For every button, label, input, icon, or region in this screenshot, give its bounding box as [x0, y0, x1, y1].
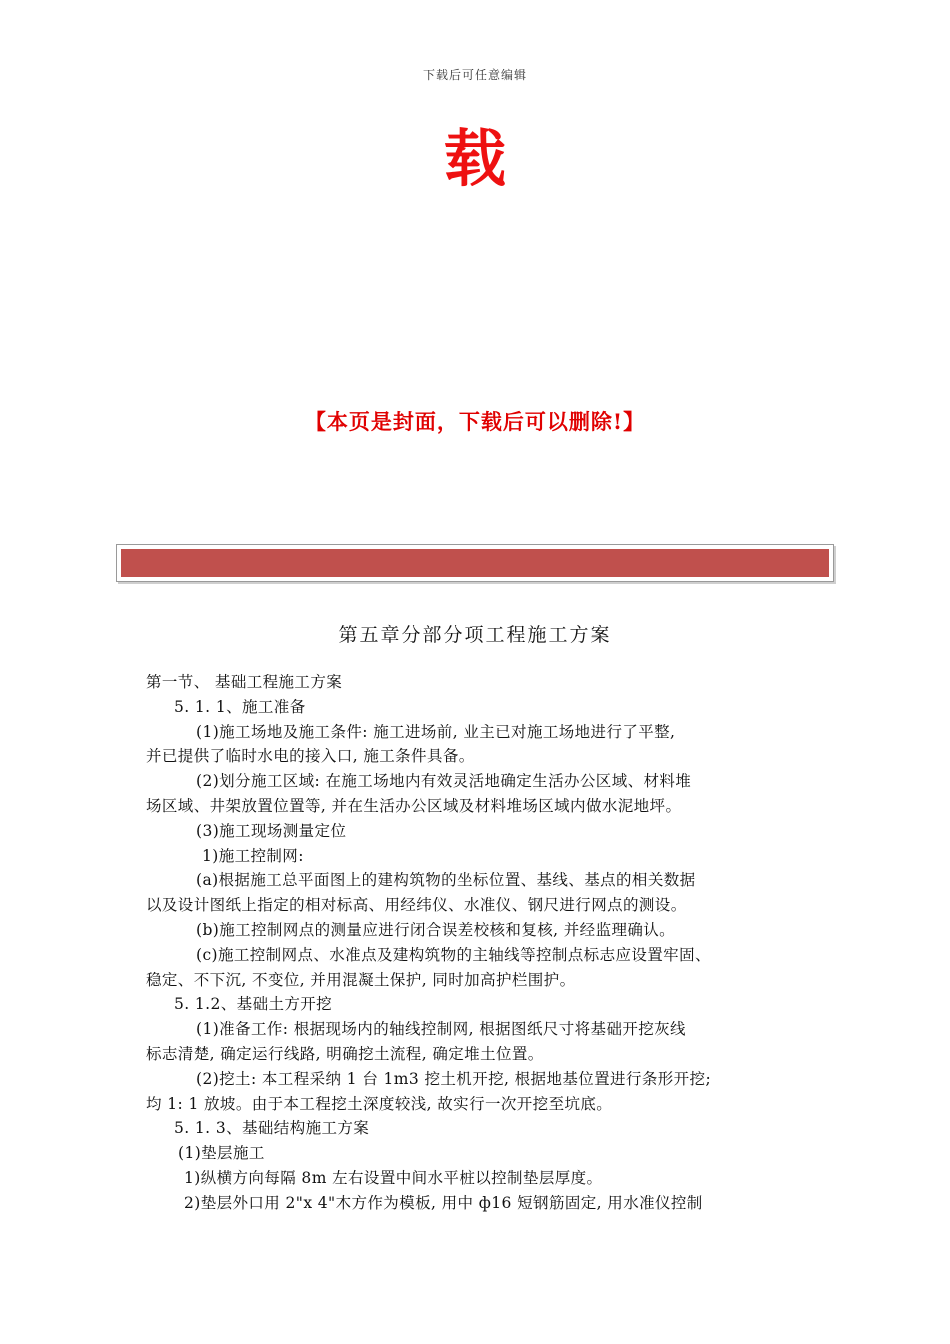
document-body [146, 670, 814, 1216]
paragraph-line: 标志清楚, 确定运行线路, 明确挖土流程, 确定堆土位置。 [146, 1044, 544, 1063]
subsection-heading: 5. 1.2、基础土方开挖 [174, 995, 333, 1014]
decorative-banner [116, 544, 834, 582]
paragraph-line: (1)施工场地及施工条件: 施工进场前, 业主已对施工场地进行了平整, [196, 722, 676, 741]
paragraph-line: (2)划分施工区域: 在施工场地内有效灵活地确定生活办公区域、材料堆 [196, 772, 692, 791]
paragraph-line: 1)纵横方向每隔 8m 左右设置中间水平桩以控制垫层厚度。 [184, 1168, 603, 1187]
paragraph-line: 1)施工控制网: [202, 846, 304, 865]
paragraph-line: (1)准备工作: 根据现场内的轴线控制网, 根据图纸尺寸将基础开挖灰线 [196, 1020, 686, 1039]
chapter-title: 第五章分部分项工程施工方案 [338, 624, 612, 646]
paragraph-line: 稳定、不下沉, 不变位, 并用混凝土保护, 同时加高护栏围护。 [146, 970, 576, 989]
paragraph-line: (2)挖土: 本工程采纳 1 台 1m3 挖土机开挖, 根据地基位置进行条形开挖; [196, 1069, 712, 1088]
paragraph-line: 并已提供了临时水电的接入口, 施工条件具备。 [146, 747, 475, 766]
header-note: 下载后可任意编辑 [422, 68, 527, 82]
paragraph-line: 均 1: 1 放坡。由于本工程挖土深度较浅, 故实行一次开挖至坑底。 [146, 1094, 613, 1113]
paragraph-line: (3)施工现场测量定位 [196, 821, 347, 840]
cover-title-char: 载 [443, 122, 506, 195]
paragraph-line: 2)垫层外口用 2"x 4"木方作为模板, 用中 ф16 短钢筋固定, 用水准仪控制 [184, 1193, 703, 1212]
paragraph-line: (a)根据施工总平面图上的建构筑物的坐标位置、基线、基点的相关数据 [196, 871, 696, 890]
paragraph-line: (b)施工控制网点的测量应进行闭合误差校核和复核, 并经监理确认。 [196, 920, 676, 939]
banner-fill [121, 549, 829, 577]
section-heading: 第一节、 基础工程施工方案 [146, 673, 343, 691]
paragraph-line: 以及设计图纸上指定的相对标高、用经纬仪、水准仪、钢尺进行网点的测设。 [146, 896, 687, 915]
subsection-heading: 5. 1. 1、施工准备 [174, 697, 306, 716]
paragraph-line: (1)垫层施工 [178, 1144, 265, 1163]
paragraph-line: 场区域、井架放置位置等, 并在生活办公区域及材料堆场区域内做水泥地坪。 [146, 796, 682, 815]
paragraph-line: (c)施工控制网点、水准点及建构筑物的主轴线等控制点标志应设置牢固、 [196, 945, 711, 964]
subsection-heading: 5. 1. 3、基础结构施工方案 [174, 1119, 370, 1138]
cover-delete-notice: 【本页是封面，下载后可以删除!】 [304, 409, 646, 434]
